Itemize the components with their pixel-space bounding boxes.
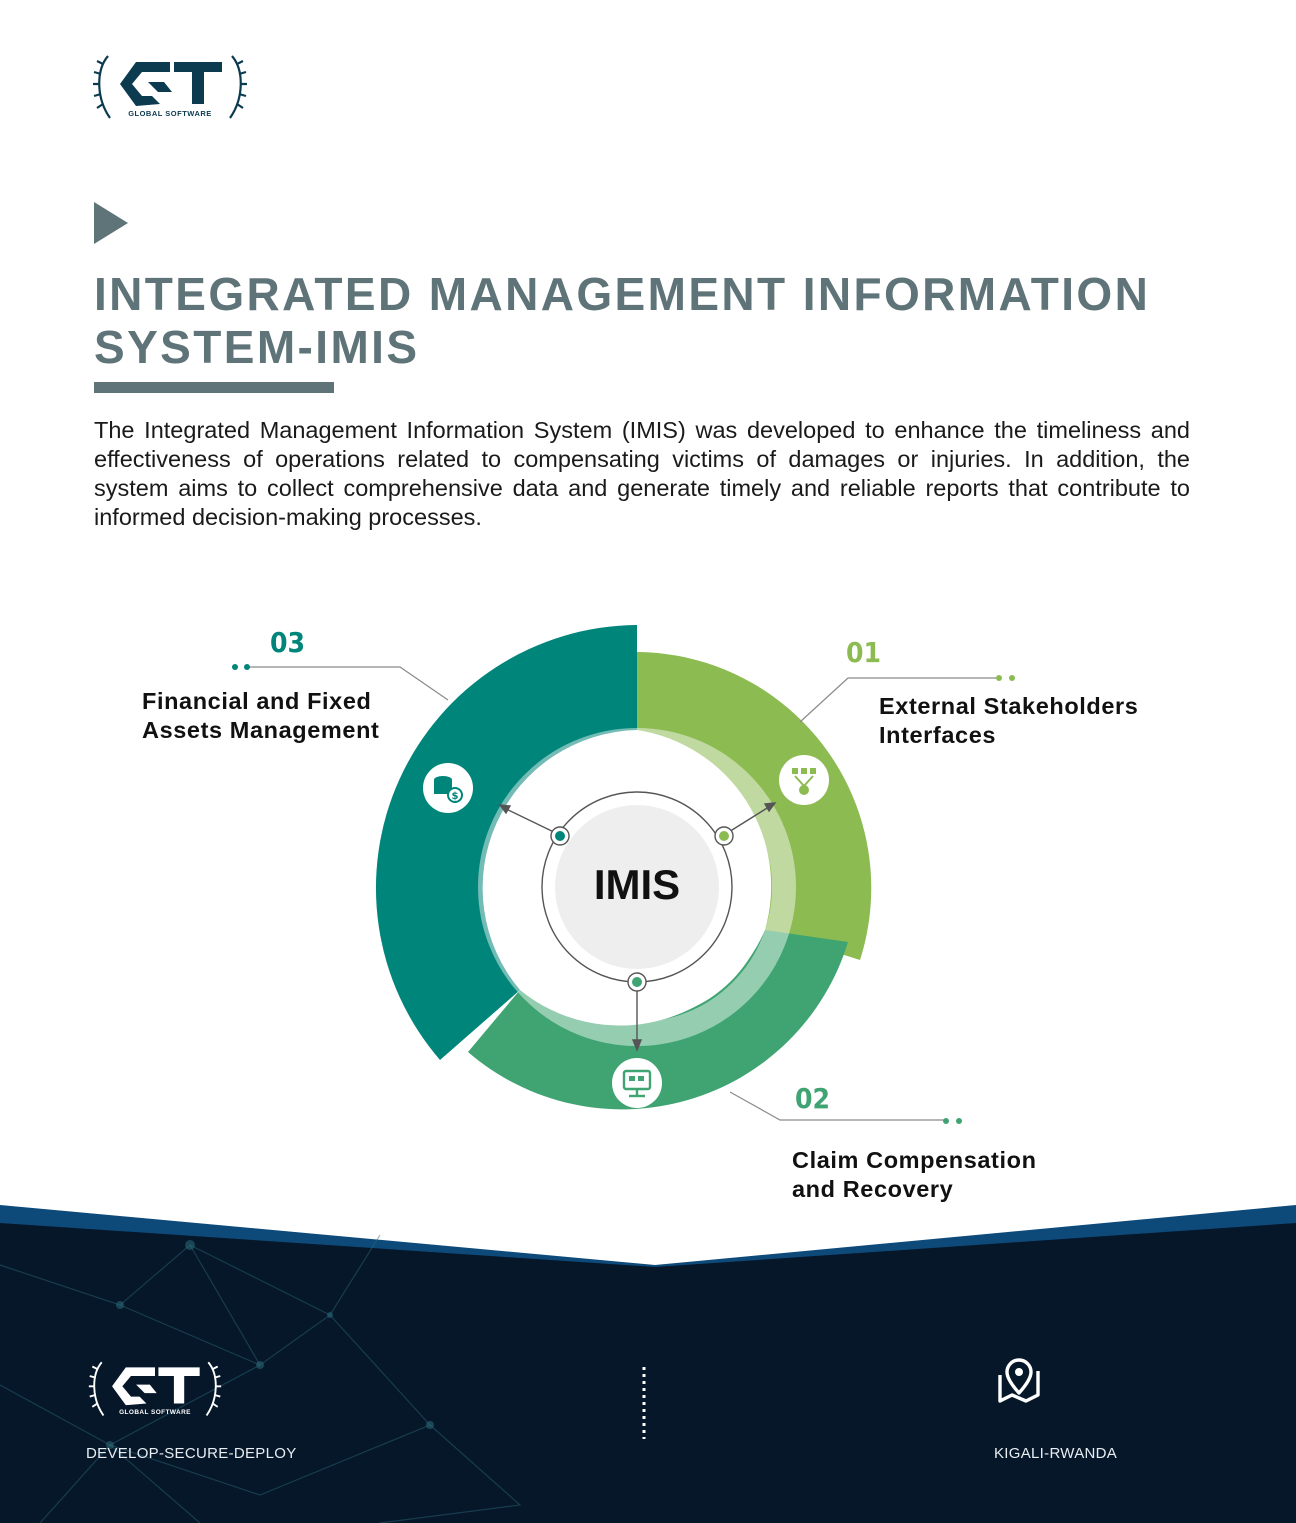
segment-01-label: External Stakeholders Interfaces (879, 693, 1139, 748)
segment-03-label: Financial and Fixed Assets Management (142, 688, 380, 743)
company-logo (92, 48, 248, 124)
segment-01-number: 01 (846, 636, 882, 669)
intro-paragraph: The Integrated Management Information System (IMIS) was developed to enhance the timeliness and effectiveness of operations related to compensating victims of damages or injuries. In addition, the system aims to collect comprehensive data and generate timely and reliable reports that contribute to informed decision-making processes. (94, 417, 1190, 530)
footer-laurel-left-icon (89, 1362, 104, 1415)
center-label: IMIS (593, 861, 681, 908)
segment-02-number: 02 (795, 1082, 831, 1115)
footer-laurel-right-icon (207, 1362, 222, 1415)
footer-qt-mark-icon (112, 1367, 200, 1405)
footer-logo-subtitle: GLOBAL SOFTWARE (119, 1408, 191, 1416)
network-icon (779, 755, 829, 805)
play-triangle-icon (94, 202, 128, 244)
imis-diagram (0, 600, 1296, 1220)
monitor-icon (612, 1058, 662, 1108)
footer-location: KIGALI-RWANDA (994, 1445, 1118, 1462)
title-underline (94, 382, 334, 393)
footer-logo (88, 1355, 222, 1421)
laurel-left-icon (93, 56, 110, 118)
footer-tagline: DEVELOP-SECURE-DEPLOY (86, 1445, 297, 1462)
svg-text:$: $ (451, 791, 459, 802)
database-coin-icon (423, 763, 473, 813)
qt-mark-icon (120, 62, 222, 106)
footer (0, 1195, 1296, 1523)
map-pin-icon (996, 1357, 1042, 1405)
segment-02-label: Claim Compensation and Recovery (792, 1147, 1037, 1202)
logo-subtitle: GLOBAL SOFTWARE (128, 109, 212, 118)
laurel-right-icon (230, 56, 247, 118)
segment-03-number: 03 (270, 626, 306, 659)
page-title: INTEGRATED MANAGEMENT INFORMATION SYSTEM-IMIS (94, 268, 1151, 373)
